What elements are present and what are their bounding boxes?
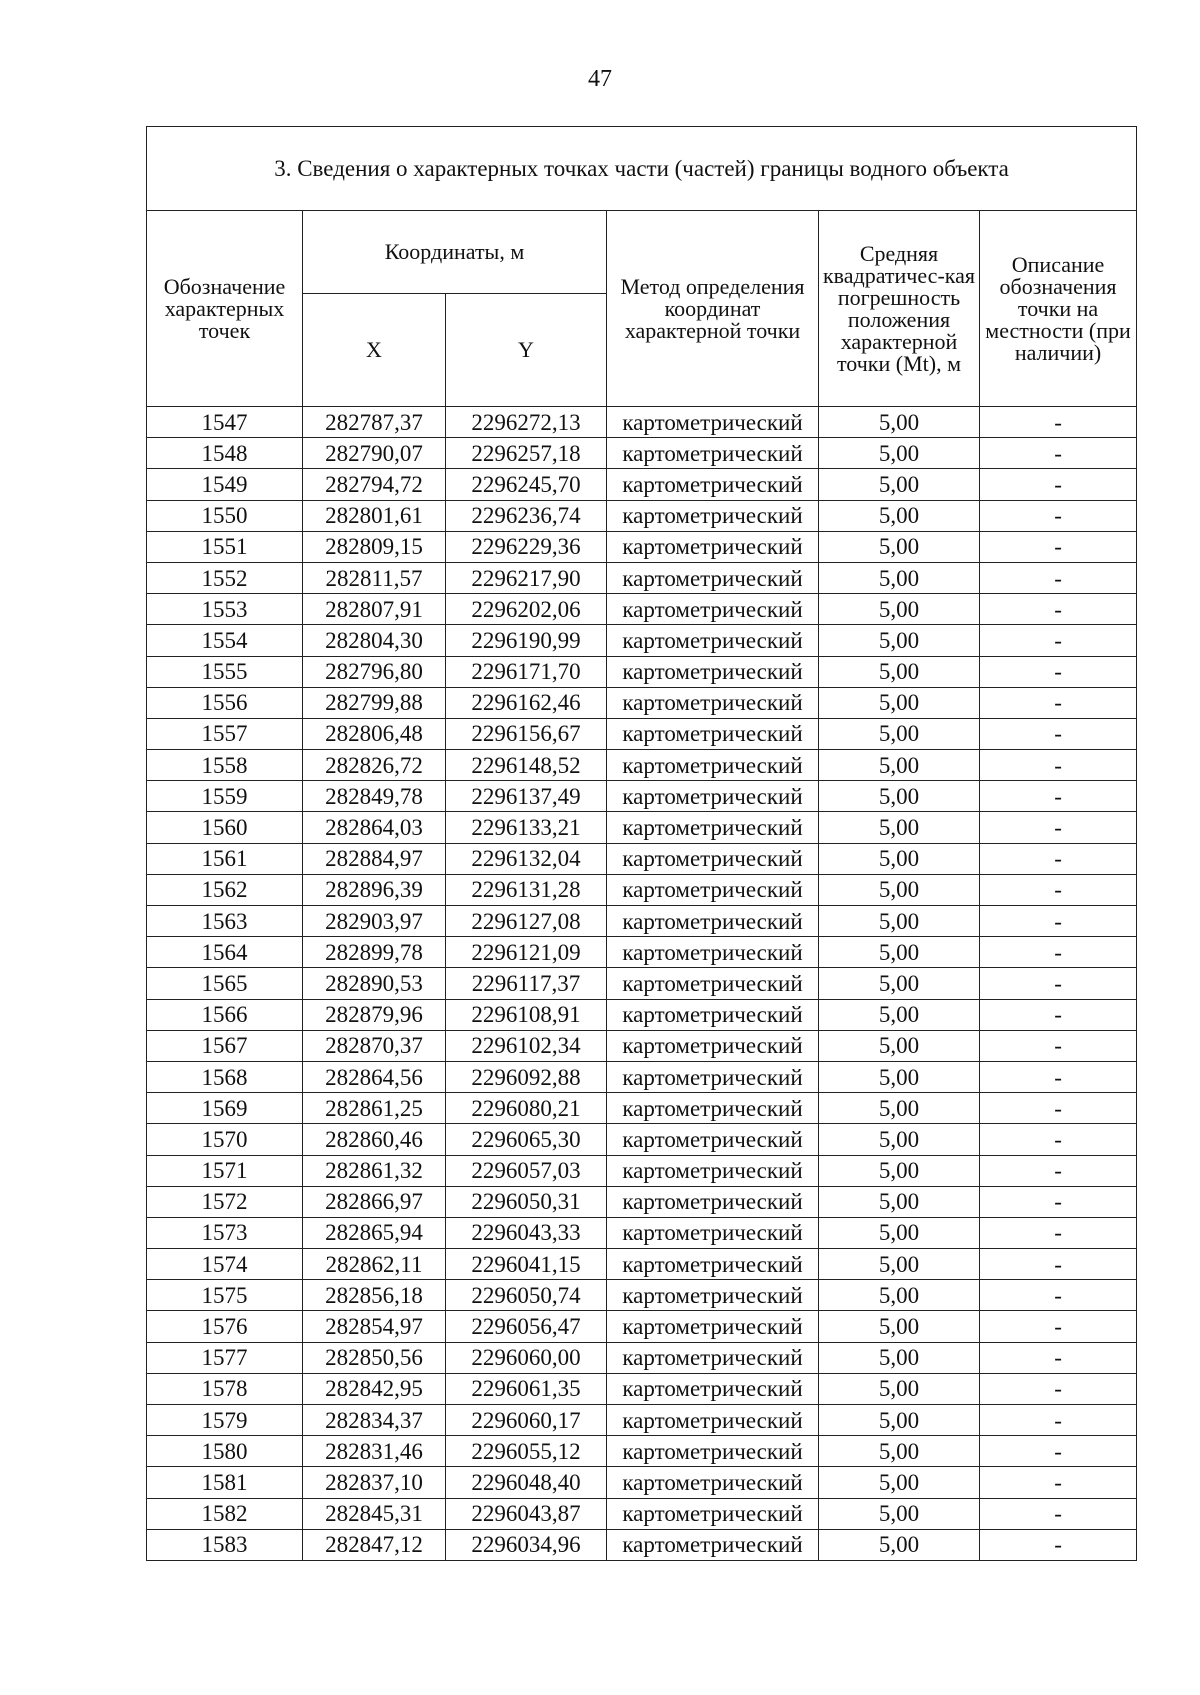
cell-description: - bbox=[980, 718, 1137, 749]
cell-point: 1550 bbox=[147, 500, 303, 531]
cell-description: - bbox=[980, 407, 1137, 438]
cell-error: 5,00 bbox=[819, 469, 980, 500]
cell-description: - bbox=[980, 968, 1137, 999]
cell-x: 282864,56 bbox=[303, 1061, 446, 1092]
cell-error: 5,00 bbox=[819, 1093, 980, 1124]
cell-error: 5,00 bbox=[819, 1249, 980, 1280]
cell-point: 1567 bbox=[147, 1030, 303, 1061]
cell-error: 5,00 bbox=[819, 1155, 980, 1186]
header-error: Средняя квадратичес-кая погрешность положения характерной точки (Mt), м bbox=[819, 211, 980, 407]
cell-error: 5,00 bbox=[819, 562, 980, 593]
cell-method: картометрический bbox=[607, 906, 819, 937]
cell-point: 1573 bbox=[147, 1217, 303, 1248]
table-row bbox=[147, 1155, 1137, 1186]
cell-description: - bbox=[980, 1124, 1137, 1155]
cell-point: 1582 bbox=[147, 1498, 303, 1529]
cell-x: 282787,37 bbox=[303, 407, 446, 438]
cell-point: 1559 bbox=[147, 781, 303, 812]
cell-y: 2296202,06 bbox=[446, 594, 607, 625]
cell-point: 1547 bbox=[147, 407, 303, 438]
cell-point: 1577 bbox=[147, 1342, 303, 1373]
cell-method: картометрический bbox=[607, 1373, 819, 1404]
cell-y: 2296121,09 bbox=[446, 937, 607, 968]
table-row bbox=[147, 1342, 1137, 1373]
cell-method: картометрический bbox=[607, 968, 819, 999]
cell-method: картометрический bbox=[607, 562, 819, 593]
cell-description: - bbox=[980, 937, 1137, 968]
cell-error: 5,00 bbox=[819, 1529, 980, 1560]
cell-x: 282796,80 bbox=[303, 656, 446, 687]
cell-point: 1563 bbox=[147, 906, 303, 937]
cell-description: - bbox=[980, 1155, 1137, 1186]
cell-error: 5,00 bbox=[819, 906, 980, 937]
cell-y: 2296132,04 bbox=[446, 843, 607, 874]
cell-method: картометрический bbox=[607, 781, 819, 812]
cell-description: - bbox=[980, 1436, 1137, 1467]
cell-method: картометрический bbox=[607, 1030, 819, 1061]
cell-y: 2296080,21 bbox=[446, 1093, 607, 1124]
cell-x: 282903,97 bbox=[303, 906, 446, 937]
cell-point: 1558 bbox=[147, 750, 303, 781]
cell-method: картометрический bbox=[607, 1498, 819, 1529]
table-row bbox=[147, 1280, 1137, 1311]
cell-description: - bbox=[980, 1342, 1137, 1373]
cell-y: 2296156,67 bbox=[446, 718, 607, 749]
cell-x: 282831,46 bbox=[303, 1436, 446, 1467]
cell-description: - bbox=[980, 1498, 1137, 1529]
cell-x: 282850,56 bbox=[303, 1342, 446, 1373]
cell-description: - bbox=[980, 1030, 1137, 1061]
cell-description: - bbox=[980, 1529, 1137, 1560]
table-row bbox=[147, 750, 1137, 781]
cell-error: 5,00 bbox=[819, 687, 980, 718]
cell-point: 1549 bbox=[147, 469, 303, 500]
cell-y: 2296171,70 bbox=[446, 656, 607, 687]
cell-point: 1565 bbox=[147, 968, 303, 999]
table-row bbox=[147, 781, 1137, 812]
cell-y: 2296257,18 bbox=[446, 438, 607, 469]
cell-error: 5,00 bbox=[819, 1405, 980, 1436]
table-row bbox=[147, 1311, 1137, 1342]
cell-error: 5,00 bbox=[819, 718, 980, 749]
cell-method: картометрический bbox=[607, 1093, 819, 1124]
cell-x: 282799,88 bbox=[303, 687, 446, 718]
cell-error: 5,00 bbox=[819, 812, 980, 843]
table-row bbox=[147, 625, 1137, 656]
cell-description: - bbox=[980, 469, 1137, 500]
cell-method: картометрический bbox=[607, 656, 819, 687]
cell-description: - bbox=[980, 874, 1137, 905]
cell-x: 282865,94 bbox=[303, 1217, 446, 1248]
cell-x: 282856,18 bbox=[303, 1280, 446, 1311]
cell-x: 282801,61 bbox=[303, 500, 446, 531]
cell-y: 2296108,91 bbox=[446, 999, 607, 1030]
cell-point: 1560 bbox=[147, 812, 303, 843]
water-boundary-points-table bbox=[146, 126, 1137, 1561]
cell-error: 5,00 bbox=[819, 531, 980, 562]
cell-y: 2296050,31 bbox=[446, 1186, 607, 1217]
cell-y: 2296148,52 bbox=[446, 750, 607, 781]
cell-method: картометрический bbox=[607, 1124, 819, 1155]
cell-error: 5,00 bbox=[819, 1342, 980, 1373]
table-row bbox=[147, 1467, 1137, 1498]
cell-y: 2296048,40 bbox=[446, 1467, 607, 1498]
cell-description: - bbox=[980, 531, 1137, 562]
cell-y: 2296057,03 bbox=[446, 1155, 607, 1186]
cell-x: 282870,37 bbox=[303, 1030, 446, 1061]
cell-method: картометрический bbox=[607, 937, 819, 968]
cell-y: 2296245,70 bbox=[446, 469, 607, 500]
cell-y: 2296092,88 bbox=[446, 1061, 607, 1092]
cell-y: 2296137,49 bbox=[446, 781, 607, 812]
cell-method: картометрический bbox=[607, 1529, 819, 1560]
cell-point: 1556 bbox=[147, 687, 303, 718]
cell-y: 2296162,46 bbox=[446, 687, 607, 718]
table-row bbox=[147, 843, 1137, 874]
header-coordinates: Координаты, м bbox=[303, 211, 607, 294]
table-row bbox=[147, 531, 1137, 562]
cell-point: 1578 bbox=[147, 1373, 303, 1404]
cell-x: 282861,32 bbox=[303, 1155, 446, 1186]
cell-error: 5,00 bbox=[819, 968, 980, 999]
cell-x: 282847,12 bbox=[303, 1529, 446, 1560]
cell-error: 5,00 bbox=[819, 1124, 980, 1155]
cell-point: 1551 bbox=[147, 531, 303, 562]
cell-description: - bbox=[980, 1280, 1137, 1311]
cell-method: картометрический bbox=[607, 1061, 819, 1092]
cell-description: - bbox=[980, 1061, 1137, 1092]
cell-method: картометрический bbox=[607, 1186, 819, 1217]
cell-method: картометрический bbox=[607, 687, 819, 718]
table-row bbox=[147, 500, 1137, 531]
cell-description: - bbox=[980, 999, 1137, 1030]
cell-y: 2296050,74 bbox=[446, 1280, 607, 1311]
cell-y: 2296133,21 bbox=[446, 812, 607, 843]
table-row bbox=[147, 1436, 1137, 1467]
cell-y: 2296131,28 bbox=[446, 874, 607, 905]
page-number: 47 bbox=[588, 66, 612, 92]
cell-description: - bbox=[980, 750, 1137, 781]
cell-y: 2296102,34 bbox=[446, 1030, 607, 1061]
cell-point: 1572 bbox=[147, 1186, 303, 1217]
cell-point: 1557 bbox=[147, 718, 303, 749]
cell-description: - bbox=[980, 1249, 1137, 1280]
table-row bbox=[147, 968, 1137, 999]
cell-method: картометрический bbox=[607, 999, 819, 1030]
cell-description: - bbox=[980, 906, 1137, 937]
table-row bbox=[147, 594, 1137, 625]
cell-point: 1569 bbox=[147, 1093, 303, 1124]
table-row bbox=[147, 1373, 1137, 1404]
cell-y: 2296041,15 bbox=[446, 1249, 607, 1280]
cell-x: 282842,95 bbox=[303, 1373, 446, 1404]
table-row bbox=[147, 718, 1137, 749]
cell-description: - bbox=[980, 843, 1137, 874]
cell-method: картометрический bbox=[607, 1342, 819, 1373]
table-row bbox=[147, 874, 1137, 905]
cell-point: 1580 bbox=[147, 1436, 303, 1467]
cell-description: - bbox=[980, 625, 1137, 656]
cell-method: картометрический bbox=[607, 750, 819, 781]
cell-point: 1570 bbox=[147, 1124, 303, 1155]
cell-point: 1553 bbox=[147, 594, 303, 625]
cell-error: 5,00 bbox=[819, 1186, 980, 1217]
cell-y: 2296056,47 bbox=[446, 1311, 607, 1342]
cell-y: 2296060,17 bbox=[446, 1405, 607, 1436]
cell-description: - bbox=[980, 1311, 1137, 1342]
cell-description: - bbox=[980, 656, 1137, 687]
table-row bbox=[147, 999, 1137, 1030]
table-row bbox=[147, 1405, 1137, 1436]
cell-error: 5,00 bbox=[819, 1061, 980, 1092]
table-row bbox=[147, 1124, 1137, 1155]
cell-description: - bbox=[980, 1467, 1137, 1498]
cell-x: 282899,78 bbox=[303, 937, 446, 968]
cell-x: 282804,30 bbox=[303, 625, 446, 656]
table-row bbox=[147, 407, 1137, 438]
cell-error: 5,00 bbox=[819, 937, 980, 968]
cell-error: 5,00 bbox=[819, 1498, 980, 1529]
cell-error: 5,00 bbox=[819, 874, 980, 905]
cell-x: 282790,07 bbox=[303, 438, 446, 469]
cell-y: 2296043,33 bbox=[446, 1217, 607, 1248]
cell-error: 5,00 bbox=[819, 843, 980, 874]
cell-method: картометрический bbox=[607, 469, 819, 500]
section-title: 3. Сведения о характерных точках части (частей) границы водного объекта bbox=[147, 127, 1137, 211]
cell-x: 282896,39 bbox=[303, 874, 446, 905]
table-row bbox=[147, 1030, 1137, 1061]
cell-y: 2296190,99 bbox=[446, 625, 607, 656]
cell-x: 282806,48 bbox=[303, 718, 446, 749]
cell-point: 1566 bbox=[147, 999, 303, 1030]
cell-point: 1552 bbox=[147, 562, 303, 593]
cell-description: - bbox=[980, 812, 1137, 843]
cell-error: 5,00 bbox=[819, 1467, 980, 1498]
cell-method: картометрический bbox=[607, 594, 819, 625]
cell-point: 1554 bbox=[147, 625, 303, 656]
table-row bbox=[147, 687, 1137, 718]
cell-x: 282890,53 bbox=[303, 968, 446, 999]
cell-error: 5,00 bbox=[819, 1217, 980, 1248]
cell-y: 2296229,36 bbox=[446, 531, 607, 562]
cell-description: - bbox=[980, 438, 1137, 469]
cell-point: 1581 bbox=[147, 1467, 303, 1498]
table-row bbox=[147, 469, 1137, 500]
cell-method: картометрический bbox=[607, 438, 819, 469]
cell-description: - bbox=[980, 500, 1137, 531]
cell-description: - bbox=[980, 1186, 1137, 1217]
cell-method: картометрический bbox=[607, 812, 819, 843]
table-row bbox=[147, 656, 1137, 687]
table-row bbox=[147, 1093, 1137, 1124]
cell-x: 282864,03 bbox=[303, 812, 446, 843]
cell-x: 282794,72 bbox=[303, 469, 446, 500]
cell-method: картометрический bbox=[607, 874, 819, 905]
cell-method: картометрический bbox=[607, 1217, 819, 1248]
cell-error: 5,00 bbox=[819, 656, 980, 687]
cell-y: 2296034,96 bbox=[446, 1529, 607, 1560]
header-y: Y bbox=[446, 294, 607, 407]
table-row bbox=[147, 1498, 1137, 1529]
cell-x: 282884,97 bbox=[303, 843, 446, 874]
header-method: Метод определения координат характерной точки bbox=[607, 211, 819, 407]
cell-error: 5,00 bbox=[819, 1373, 980, 1404]
cell-description: - bbox=[980, 1373, 1137, 1404]
table-row bbox=[147, 1249, 1137, 1280]
cell-y: 2296043,87 bbox=[446, 1498, 607, 1529]
header-point-designation: Обозначение характерных точек bbox=[147, 211, 303, 407]
cell-point: 1583 bbox=[147, 1529, 303, 1560]
cell-x: 282845,31 bbox=[303, 1498, 446, 1529]
cell-point: 1555 bbox=[147, 656, 303, 687]
cell-point: 1571 bbox=[147, 1155, 303, 1186]
cell-description: - bbox=[980, 781, 1137, 812]
cell-method: картометрический bbox=[607, 407, 819, 438]
cell-error: 5,00 bbox=[819, 594, 980, 625]
cell-error: 5,00 bbox=[819, 407, 980, 438]
table-row bbox=[147, 1529, 1137, 1560]
cell-method: картометрический bbox=[607, 718, 819, 749]
table-row bbox=[147, 1061, 1137, 1092]
cell-x: 282854,97 bbox=[303, 1311, 446, 1342]
cell-description: - bbox=[980, 687, 1137, 718]
cell-description: - bbox=[980, 562, 1137, 593]
cell-x: 282811,57 bbox=[303, 562, 446, 593]
cell-method: картометрический bbox=[607, 500, 819, 531]
cell-x: 282826,72 bbox=[303, 750, 446, 781]
cell-method: картометрический bbox=[607, 843, 819, 874]
cell-x: 282866,97 bbox=[303, 1186, 446, 1217]
cell-method: картометрический bbox=[607, 625, 819, 656]
cell-error: 5,00 bbox=[819, 1280, 980, 1311]
cell-description: - bbox=[980, 1217, 1137, 1248]
cell-x: 282861,25 bbox=[303, 1093, 446, 1124]
table-row bbox=[147, 1186, 1137, 1217]
cell-method: картометрический bbox=[607, 1280, 819, 1311]
cell-error: 5,00 bbox=[819, 781, 980, 812]
cell-method: картометрический bbox=[607, 1311, 819, 1342]
cell-method: картометрический bbox=[607, 1405, 819, 1436]
cell-point: 1564 bbox=[147, 937, 303, 968]
cell-x: 282849,78 bbox=[303, 781, 446, 812]
cell-y: 2296055,12 bbox=[446, 1436, 607, 1467]
cell-error: 5,00 bbox=[819, 438, 980, 469]
cell-point: 1575 bbox=[147, 1280, 303, 1311]
header-x: X bbox=[303, 294, 446, 407]
cell-y: 2296061,35 bbox=[446, 1373, 607, 1404]
table-row bbox=[147, 906, 1137, 937]
cell-error: 5,00 bbox=[819, 1311, 980, 1342]
header-description: Описание обозначения точки на местности (при наличии) bbox=[980, 211, 1137, 407]
cell-y: 2296272,13 bbox=[446, 407, 607, 438]
table-row bbox=[147, 562, 1137, 593]
cell-point: 1568 bbox=[147, 1061, 303, 1092]
cell-y: 2296117,37 bbox=[446, 968, 607, 999]
cell-description: - bbox=[980, 594, 1137, 625]
cell-y: 2296236,74 bbox=[446, 500, 607, 531]
cell-description: - bbox=[980, 1093, 1137, 1124]
cell-x: 282837,10 bbox=[303, 1467, 446, 1498]
table-row bbox=[147, 438, 1137, 469]
table-row bbox=[147, 812, 1137, 843]
cell-method: картометрический bbox=[607, 1436, 819, 1467]
cell-method: картометрический bbox=[607, 1249, 819, 1280]
table-row bbox=[147, 1217, 1137, 1248]
cell-x: 282879,96 bbox=[303, 999, 446, 1030]
table-row bbox=[147, 937, 1137, 968]
cell-method: картометрический bbox=[607, 1155, 819, 1186]
cell-x: 282862,11 bbox=[303, 1249, 446, 1280]
cell-point: 1562 bbox=[147, 874, 303, 905]
cell-point: 1548 bbox=[147, 438, 303, 469]
cell-point: 1579 bbox=[147, 1405, 303, 1436]
cell-x: 282809,15 bbox=[303, 531, 446, 562]
cell-error: 5,00 bbox=[819, 1436, 980, 1467]
cell-x: 282860,46 bbox=[303, 1124, 446, 1155]
cell-y: 2296217,90 bbox=[446, 562, 607, 593]
cell-error: 5,00 bbox=[819, 625, 980, 656]
cell-error: 5,00 bbox=[819, 500, 980, 531]
cell-point: 1561 bbox=[147, 843, 303, 874]
cell-y: 2296065,30 bbox=[446, 1124, 607, 1155]
cell-point: 1576 bbox=[147, 1311, 303, 1342]
cell-x: 282807,91 bbox=[303, 594, 446, 625]
cell-description: - bbox=[980, 1405, 1137, 1436]
cell-error: 5,00 bbox=[819, 750, 980, 781]
cell-method: картометрический bbox=[607, 1467, 819, 1498]
cell-x: 282834,37 bbox=[303, 1405, 446, 1436]
cell-y: 2296127,08 bbox=[446, 906, 607, 937]
cell-y: 2296060,00 bbox=[446, 1342, 607, 1373]
cell-method: картометрический bbox=[607, 531, 819, 562]
cell-error: 5,00 bbox=[819, 999, 980, 1030]
cell-point: 1574 bbox=[147, 1249, 303, 1280]
cell-error: 5,00 bbox=[819, 1030, 980, 1061]
